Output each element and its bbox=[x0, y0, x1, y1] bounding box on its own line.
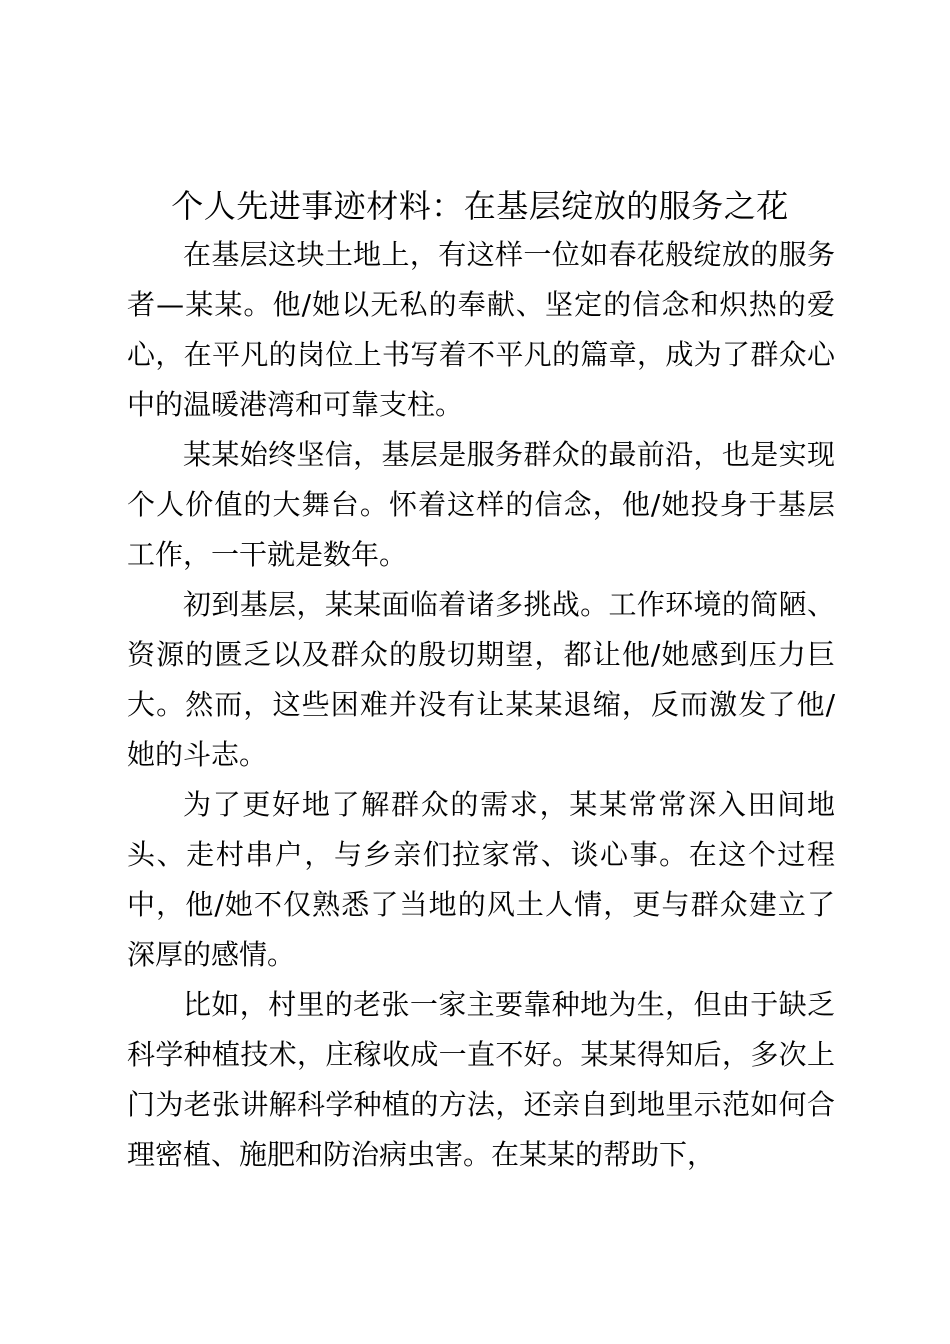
paragraph: 在基层这块土地上，有这样一位如春花般绽放的服务者—某某。他/她以无私的奉献、坚定的信念和炽热的爱心，在平凡的岗位上书写着不平凡的篇章，成为了群众心中的温暖港湾和可靠支柱。 bbox=[127, 238, 835, 421]
document-body bbox=[127, 230, 835, 1180]
paragraph: 某某始终坚信，基层是服务群众的最前沿，也是实现个人价值的大舞台。怀着这样的信念，他/她投身于基层工作，一干就是数年。 bbox=[127, 438, 835, 571]
paragraph: 为了更好地了解群众的需求，某某常常深入田间地头、走村串户，与乡亲们拉家常、谈心事。在这个过程中，他/她不仅熟悉了当地的风土人情，更与群众建立了深厚的感情。 bbox=[127, 788, 835, 971]
paragraph: 比如，村里的老张一家主要靠种地为生，但由于缺乏科学种植技术，庄稼收成一直不好。某某得知后，多次上门为老张讲解科学种植的方法，还亲自到地里示范如何合理密植、施肥和防治病虫害。在某某的帮助下， bbox=[127, 988, 835, 1171]
document-title: 个人先进事迹材料：在基层绽放的服务之花 bbox=[171, 187, 789, 225]
paragraph: 初到基层，某某面临着诸多挑战。工作环境的简陋、资源的匮乏以及群众的殷切期望，都让他/她感到压力巨大。然而，这些困难并没有让某某退缩，反而激发了他/她的斗志。 bbox=[127, 588, 835, 771]
